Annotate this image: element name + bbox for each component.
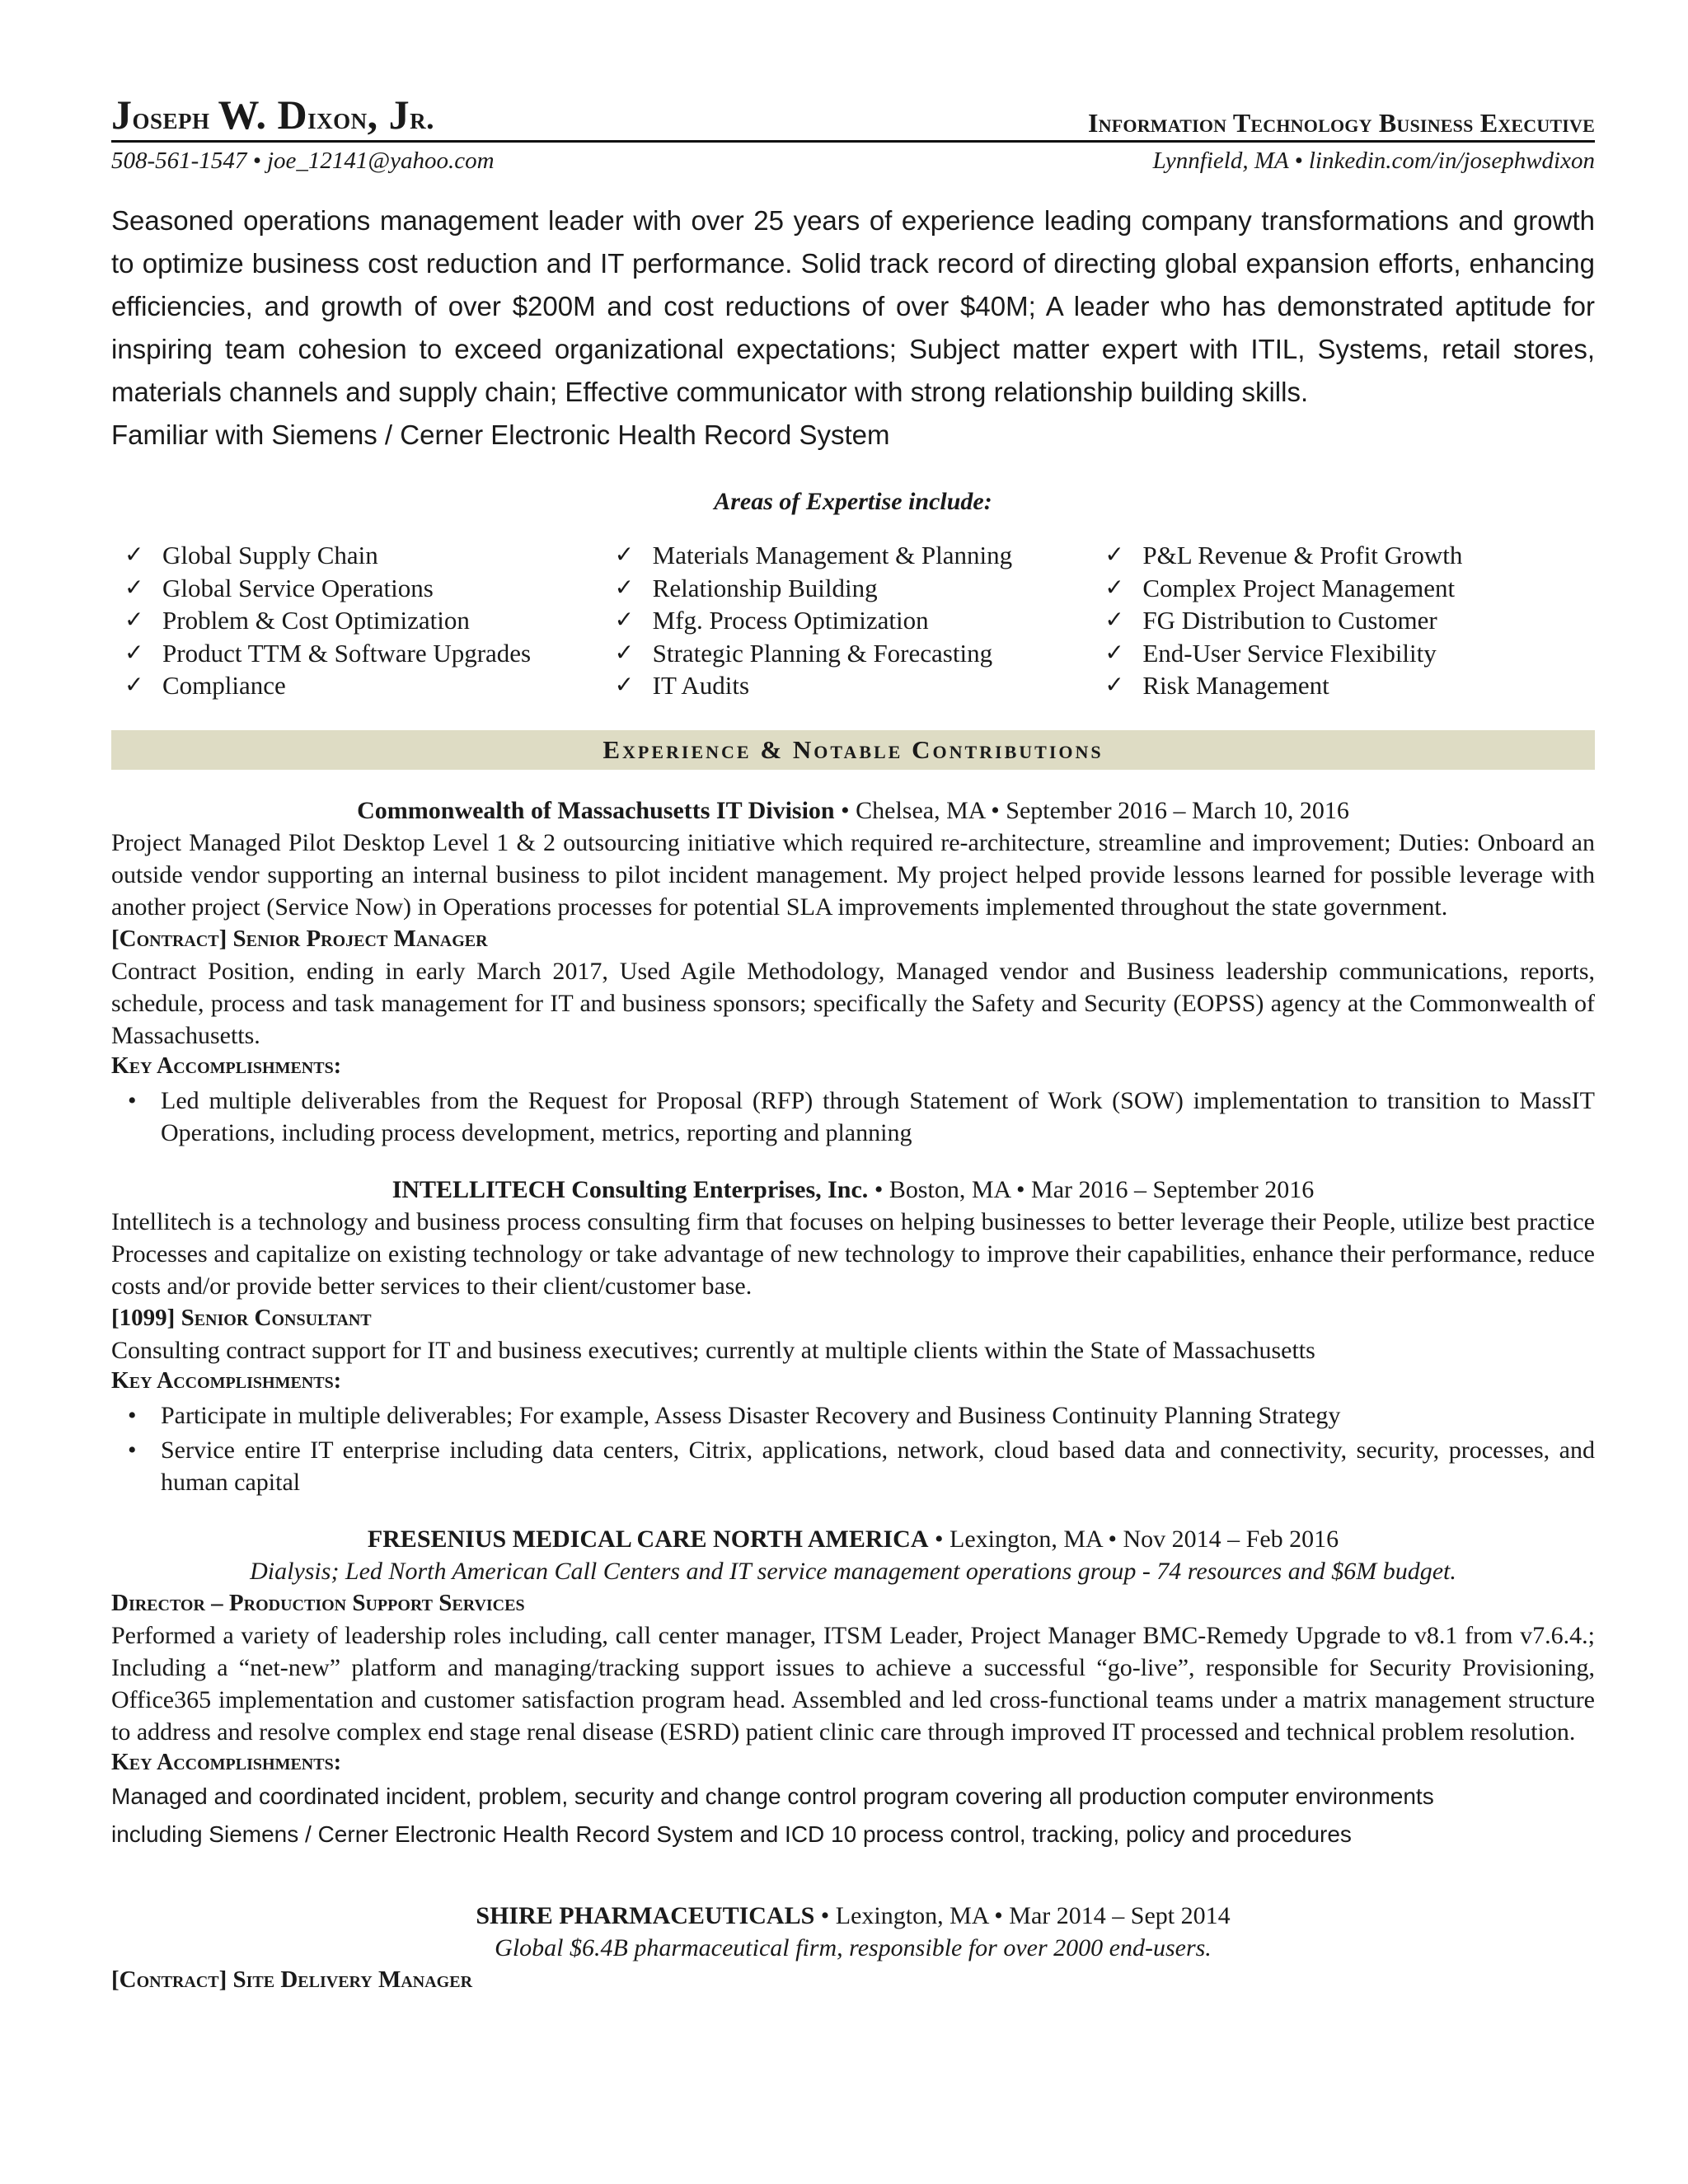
experience-section-header: Experience & Notable Contributions — [111, 730, 1595, 770]
accomplishment-item — [111, 1085, 1595, 1149]
checkmark-icon: ✓ — [1104, 673, 1124, 698]
job-title: [Contract] Site Delivery Manager — [111, 1966, 473, 1993]
contact-line — [111, 148, 1595, 175]
expertise-item — [615, 572, 1105, 605]
expertise-item — [615, 669, 1105, 702]
job-heading — [111, 1523, 1595, 1555]
bullet-icon: • — [128, 1436, 137, 1464]
accomplishment-line-1: Managed and coordinated incident, problem, security and change control program covering all production computer environments — [111, 1783, 1434, 1809]
expertise-title: Areas of Expertise include: — [714, 488, 992, 515]
expertise-label: P&L Revenue & Profit Growth — [1142, 541, 1463, 569]
summary-last-line: Familiar with Siemens / Cerner Electronic Health Record System — [111, 419, 890, 450]
phone-email: 508-561-1547 • joe_12141@yahoo.com — [111, 148, 495, 174]
expertise-label: Problem & Cost Optimization — [162, 606, 470, 635]
job-title: [1099] Senior Consultant — [111, 1304, 372, 1331]
resume-header — [111, 91, 1595, 143]
company-name: INTELLITECH Consulting Enterprises, Inc. — [392, 1175, 869, 1203]
checkmark-icon: ✓ — [1104, 640, 1124, 666]
accomplishment-line-2: including Siemens / Cerner Electronic Health Record System and ICD 10 process control, tracking, policy and procedures — [111, 1821, 1352, 1847]
expertise-item — [1104, 604, 1595, 637]
checkmark-icon: ✓ — [614, 574, 635, 601]
key-accomplishments-label: Key Accomplishments: — [111, 1052, 342, 1079]
job-details: • Lexington, MA • Mar 2014 – Sept 2014 — [814, 1901, 1231, 1929]
job-heading — [111, 1174, 1595, 1206]
expertise-label: Complex Project Management — [1142, 573, 1456, 602]
checkmark-icon: ✓ — [124, 574, 144, 601]
expertise-label: Relationship Building — [652, 573, 878, 602]
expertise-label: Mfg. Process Optimization — [652, 606, 929, 635]
location-linkedin: Lynnfield, MA • linkedin.com/in/josephwdixon — [1152, 148, 1595, 174]
resume-page — [111, 91, 1595, 1996]
candidate-role: Information Technology Business Executive — [1088, 108, 1595, 138]
bullet-icon: • — [128, 1086, 137, 1114]
checkmark-icon: ✓ — [614, 542, 635, 568]
expertise-column-3 — [1104, 539, 1595, 702]
bullet-icon: • — [128, 1401, 137, 1429]
checkmark-icon: ✓ — [1104, 574, 1124, 601]
expertise-column-1 — [124, 539, 615, 702]
job-heading — [111, 1900, 1595, 1932]
job-description: Intellitech is a technology and business process consulting firm that focuses on helping businesses to better leverage their People, utilize best practice Processes and capitalize on existing technology or take advantage of new technology to improve their capabilities, enhance their performance, reduce costs and/or provide better services to their client/customer base. — [111, 1207, 1595, 1300]
expertise-label: Global Supply Chain — [162, 541, 378, 569]
expertise-item — [615, 539, 1105, 572]
company-name: SHIRE PHARMACEUTICALS — [476, 1901, 815, 1929]
expertise-label: Materials Management & Planning — [652, 541, 1013, 569]
expertise-column-2 — [615, 539, 1105, 702]
expertise-item — [1104, 539, 1595, 572]
company-name: FRESENIUS MEDICAL CARE NORTH AMERICA — [367, 1525, 929, 1553]
role-description: Contract Position, ending in early March 2017, Used Agile Methodology, Managed vendor and Business leadership communications, reports, schedule, process and task management for IT and business sponsors; specifically the Safety and Security (EOPSS) agency at the Commonwealth of Massachusetts. — [111, 957, 1595, 1049]
expertise-item — [124, 669, 615, 702]
key-accomplishments-label: Key Accomplishments: — [111, 1367, 342, 1394]
accomplishment-list — [111, 1399, 1595, 1498]
expertise-label: FG Distribution to Customer — [1142, 606, 1437, 635]
company-tagline: Dialysis; Led North American Call Centers and IT service management operations group - 74 resources and $6M budget. — [250, 1557, 1456, 1585]
accomplishment-text: Service entire IT enterprise including data centers, Citrix, applications, network, cloud based data and connectivity, security, processes, and human capital — [161, 1436, 1595, 1496]
job-intellitech — [111, 1174, 1595, 1498]
job-shire — [111, 1900, 1595, 1996]
job-details: • Boston, MA • Mar 2016 – September 2016 — [868, 1175, 1315, 1203]
expertise-item — [1104, 669, 1595, 702]
checkmark-icon: ✓ — [1104, 542, 1124, 568]
expertise-item — [1104, 572, 1595, 605]
job-title: [Contract] Senior Project Manager — [111, 925, 488, 952]
expertise-label: Strategic Planning & Forecasting — [652, 638, 993, 668]
accomplishment-text: Participate in multiple deliverables; For example, Assess Disaster Recovery and Business Continuity Planning Strategy — [161, 1401, 1341, 1429]
job-description: Project Managed Pilot Desktop Level 1 & 2 outsourcing initiative which required re-architecture, streamline and improvement; Duties: Onboard an outside vendor supporting an internal business to pilot incident management. My project helped provide lessons learned for possible leverage with another project (Service Now) in Operations processes for potential SLA improvements implemented throughout the state government. — [111, 828, 1595, 921]
company-tagline: Global $6.4B pharmaceutical firm, responsible for over 2000 end-users. — [495, 1933, 1212, 1961]
accomplishment-item — [111, 1434, 1595, 1498]
expertise-item — [1104, 637, 1595, 670]
expertise-item — [124, 604, 615, 637]
job-title: Director – Production Support Services — [111, 1589, 525, 1616]
key-accomplishments-label: Key Accomplishments: — [111, 1749, 342, 1775]
checkmark-icon: ✓ — [614, 607, 635, 633]
checkmark-icon: ✓ — [614, 640, 635, 666]
expertise-item — [124, 637, 615, 670]
checkmark-icon: ✓ — [124, 640, 144, 666]
checkmark-icon: ✓ — [124, 673, 144, 698]
accomplishment-list — [111, 1085, 1595, 1149]
summary-text: Seasoned operations management leader with over 25 years of experience leading company transformations and growth to optimize business cost reduction and IT performance. Solid track record of directing global expansion efforts, enhancing efficiencies, and growth of over $200M and cost reductions of over $40M; A leader who has demonstrated aptitude for inspiring team cohesion to exceed organizational expectations; Subject matter expert with ITIL, Systems, retail stores, materials channels and supply chain; Effective communicator with strong relationship building skills. — [111, 205, 1595, 407]
expertise-item — [615, 604, 1105, 637]
expertise-grid — [111, 539, 1595, 702]
checkmark-icon: ✓ — [1104, 607, 1124, 633]
accomplishment-text: Led multiple deliverables from the Request for Proposal (RFP) through Statement of Work (SOW) implementation to transition to MassIT Operations, including process development, metrics, reporting and planning — [161, 1086, 1595, 1146]
expertise-label: Global Service Operations — [162, 573, 434, 602]
candidate-name: Joseph W. Dixon, Jr. — [111, 91, 435, 138]
expertise-label: Risk Management — [1142, 671, 1329, 700]
checkmark-icon: ✓ — [124, 607, 144, 633]
expertise-item — [124, 572, 615, 605]
role-description: Consulting contract support for IT and business executives; currently at multiple clients within the State of Massachusetts — [111, 1336, 1315, 1364]
checkmark-icon: ✓ — [614, 673, 635, 698]
job-fresenius — [111, 1523, 1595, 1854]
job-details: • Chelsea, MA • September 2016 – March 10, 2016 — [834, 796, 1349, 824]
accomplishment-item — [111, 1399, 1595, 1432]
expertise-item — [615, 637, 1105, 670]
job-heading — [111, 794, 1595, 827]
expertise-label: Compliance — [162, 671, 286, 700]
checkmark-icon: ✓ — [124, 542, 144, 568]
expertise-label: Product TTM & Software Upgrades — [162, 638, 532, 668]
expertise-item — [124, 539, 615, 572]
job-details: • Lexington, MA • Nov 2014 – Feb 2016 — [928, 1525, 1339, 1553]
role-description: Performed a variety of leadership roles including, call center manager, ITSM Leader, Project Manager BMC-Remedy Upgrade to v8.1 from v7.6.4.; Including a “net-new” platform and managing/tracking support issues to achieve a successful “go-live”, responsible for Security Provisioning, Office365 implementation and customer satisfaction program head. Assembled and led cross-functional teams under a matrix management structure to address and resolve complex end stage renal disease (ESRD) patient clinic care through improved IT processed and technical problem resolution. — [111, 1621, 1595, 1746]
company-name: Commonwealth of Massachusetts IT Division — [357, 796, 835, 824]
job-commonwealth — [111, 794, 1595, 1149]
expertise-label: End-User Service Flexibility — [1142, 638, 1437, 668]
expertise-label: IT Audits — [652, 671, 750, 700]
